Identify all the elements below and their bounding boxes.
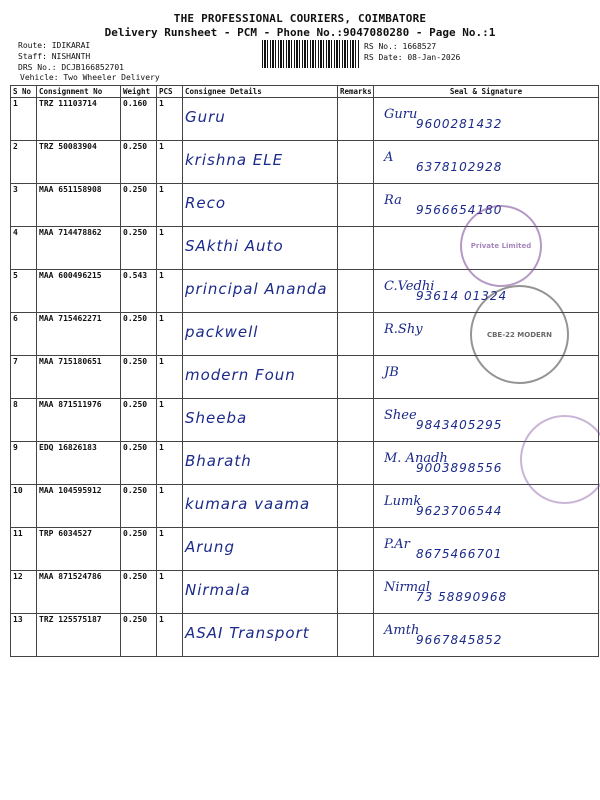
cell-weight: 0.250 xyxy=(121,313,157,356)
runsheet-subtitle: Delivery Runsheet - PCM - Phone No.:9047080280 - Page No.:1 xyxy=(104,26,496,39)
col-sno: S No xyxy=(11,86,37,98)
table-row xyxy=(11,141,599,184)
signature-phone: 6378102928 xyxy=(416,160,503,174)
consignee-handwritten: packwell xyxy=(185,323,259,341)
cell-weight: 0.250 xyxy=(121,485,157,528)
cell-consignment-no: TRP 6034527 xyxy=(37,528,121,571)
signature-phone: 93614 01324 xyxy=(416,289,508,303)
cell-seal-signature xyxy=(374,528,599,571)
consignee-handwritten: SAkthi Auto xyxy=(185,237,284,255)
signature-area xyxy=(376,529,596,569)
table-row xyxy=(11,442,599,485)
signature-area xyxy=(376,142,596,182)
cell-pcs: 1 xyxy=(157,571,183,614)
signature-phone: 9623706544 xyxy=(416,504,503,518)
company-title: THE PROFESSIONAL COURIERS, COIMBATORE xyxy=(173,12,427,25)
cell-consignee-details xyxy=(183,442,338,485)
cell-pcs: 1 xyxy=(157,614,183,657)
cell-consignment-no: TRZ 125575187 xyxy=(37,614,121,657)
col-weight: Weight xyxy=(121,86,157,98)
cell-weight: 0.543 xyxy=(121,270,157,313)
cell-remarks xyxy=(338,356,374,399)
cell-consignee-details xyxy=(183,313,338,356)
seal-stamp-3 xyxy=(520,415,600,504)
col-consignee: Consignee Details xyxy=(183,86,338,98)
seal-stamp-1 xyxy=(460,205,542,287)
meta-right xyxy=(364,41,460,63)
rs-date-label: RS Date: 08-Jan-2026 xyxy=(364,53,461,62)
signature-phone: 9600281432 xyxy=(416,117,503,131)
cell-consignee-details xyxy=(183,270,338,313)
cell-sno: 3 xyxy=(11,184,37,227)
cell-consignee-details xyxy=(183,571,338,614)
signature-phone: 9667845852 xyxy=(416,633,503,647)
consignee-handwritten: modern Foun xyxy=(185,366,296,384)
cell-remarks xyxy=(338,270,374,313)
cell-consignment-no: MAA 715180651 xyxy=(37,356,121,399)
cell-consignment-no: TRZ 50083904 xyxy=(37,141,121,184)
consignee-handwritten: Reco xyxy=(185,194,227,212)
rs-no-label: RS No.: 1668527 xyxy=(364,42,437,51)
signature-mark: Amth xyxy=(384,623,420,638)
cell-weight: 0.160 xyxy=(121,98,157,141)
cell-remarks xyxy=(338,98,374,141)
cell-pcs: 1 xyxy=(157,313,183,356)
cell-sno: 11 xyxy=(11,528,37,571)
table-row xyxy=(11,571,599,614)
cell-pcs: 1 xyxy=(157,141,183,184)
cell-pcs: 1 xyxy=(157,399,183,442)
cell-pcs: 1 xyxy=(157,98,183,141)
cell-remarks xyxy=(338,184,374,227)
cell-consignment-no: MAA 600496215 xyxy=(37,270,121,313)
signature-area xyxy=(376,615,596,655)
drs-label: DRS No.: DCJB166852701 xyxy=(18,63,124,72)
cell-remarks xyxy=(338,571,374,614)
cell-remarks xyxy=(338,442,374,485)
consignee-handwritten: principal Ananda xyxy=(185,280,328,298)
signature-mark: P.Ar xyxy=(384,537,410,552)
cell-weight: 0.250 xyxy=(121,614,157,657)
signature-mark: Nirmal xyxy=(384,580,430,595)
signature-phone: 9566654180 xyxy=(416,203,503,217)
cell-sno: 8 xyxy=(11,399,37,442)
signature-mark: JB xyxy=(384,365,399,380)
table-header-row xyxy=(11,86,599,98)
cell-consignee-details xyxy=(183,184,338,227)
cell-sno: 10 xyxy=(11,485,37,528)
cell-consignee-details xyxy=(183,98,338,141)
cell-consignee-details xyxy=(183,227,338,270)
cell-consignee-details xyxy=(183,485,338,528)
cell-sno: 1 xyxy=(11,98,37,141)
signature-mark: M. Anadh xyxy=(384,451,448,466)
cell-consignee-details xyxy=(183,356,338,399)
cell-sno: 5 xyxy=(11,270,37,313)
signature-area xyxy=(376,99,596,139)
cell-remarks xyxy=(338,528,374,571)
signature-phone: 9003898556 xyxy=(416,461,503,475)
cell-consignment-no: MAA 651158908 xyxy=(37,184,121,227)
table-row xyxy=(11,614,599,657)
cell-pcs: 1 xyxy=(157,442,183,485)
consignee-handwritten: Bharath xyxy=(185,452,252,470)
cell-weight: 0.250 xyxy=(121,571,157,614)
vehicle-label: Vehicle: Two Wheeler Delivery xyxy=(20,73,160,82)
signature-mark: A xyxy=(384,150,394,165)
cell-consignment-no: EDQ 16826183 xyxy=(37,442,121,485)
table-row xyxy=(11,98,599,141)
cell-pcs: 1 xyxy=(157,485,183,528)
seal-stamp-2 xyxy=(470,285,569,384)
cell-remarks xyxy=(338,141,374,184)
cell-consignment-no: MAA 104595912 xyxy=(37,485,121,528)
cell-weight: 0.250 xyxy=(121,184,157,227)
cell-sno: 13 xyxy=(11,614,37,657)
cell-remarks xyxy=(338,227,374,270)
cell-consignment-no: MAA 714478862 xyxy=(37,227,121,270)
cell-pcs: 1 xyxy=(157,270,183,313)
consignee-handwritten: Sheeba xyxy=(185,409,248,427)
cell-weight: 0.250 xyxy=(121,528,157,571)
cell-weight: 0.250 xyxy=(121,442,157,485)
cell-consignment-no: MAA 871524786 xyxy=(37,571,121,614)
cell-remarks xyxy=(338,399,374,442)
cell-weight: 0.250 xyxy=(121,141,157,184)
cell-consignee-details xyxy=(183,528,338,571)
consignee-handwritten: krishna ELE xyxy=(185,151,284,169)
cell-seal-signature xyxy=(374,614,599,657)
cell-sno: 9 xyxy=(11,442,37,485)
signature-mark: Ra xyxy=(384,193,402,208)
signature-mark: R.Shy xyxy=(384,322,423,337)
consignee-handwritten: Arung xyxy=(185,538,235,556)
cell-consignment-no: MAA 871511976 xyxy=(37,399,121,442)
table-row xyxy=(11,485,599,528)
cell-sno: 4 xyxy=(11,227,37,270)
cell-sno: 7 xyxy=(11,356,37,399)
col-seal-signature: Seal & Signature xyxy=(374,86,599,98)
consignee-handwritten: kumara vaama xyxy=(185,495,311,513)
signature-phone: 9843405295 xyxy=(416,418,503,432)
consignee-handwritten: ASAI Transport xyxy=(185,624,310,642)
cell-remarks xyxy=(338,485,374,528)
signature-phone: 73 58890968 xyxy=(416,590,508,604)
col-pcs: PCS xyxy=(157,86,183,98)
cell-consignee-details xyxy=(183,399,338,442)
cell-remarks xyxy=(338,614,374,657)
consignee-handwritten: Nirmala xyxy=(185,581,251,599)
seal-stamp-1-text: Private Limited xyxy=(470,242,532,250)
consignee-handwritten: Guru xyxy=(185,108,226,126)
cell-sno: 6 xyxy=(11,313,37,356)
route-label: Route: IDIKARAI xyxy=(18,41,91,50)
cell-pcs: 1 xyxy=(157,184,183,227)
cell-pcs: 1 xyxy=(157,528,183,571)
col-consignment: Consignment No xyxy=(37,86,121,98)
cell-sno: 2 xyxy=(11,141,37,184)
cell-consignment-no: TRZ 11103714 xyxy=(37,98,121,141)
table-row xyxy=(11,528,599,571)
cell-pcs: 1 xyxy=(157,356,183,399)
cell-consignee-details xyxy=(183,614,338,657)
signature-mark: C.Vedhi xyxy=(384,279,435,294)
cell-seal-signature xyxy=(374,98,599,141)
cell-pcs: 1 xyxy=(157,227,183,270)
cell-seal-signature xyxy=(374,141,599,184)
cell-sno: 12 xyxy=(11,571,37,614)
meta-left xyxy=(18,40,124,73)
cell-weight: 0.250 xyxy=(121,227,157,270)
signature-mark: Guru xyxy=(384,107,418,122)
col-remarks: Remarks xyxy=(338,86,374,98)
signature-phone: 8675466701 xyxy=(416,547,503,561)
cell-consignee-details xyxy=(183,141,338,184)
cell-weight: 0.250 xyxy=(121,356,157,399)
cell-weight: 0.250 xyxy=(121,399,157,442)
table-row xyxy=(11,399,599,442)
signature-mark: Lumk xyxy=(384,494,422,509)
staff-label: Staff: NISHANTH xyxy=(18,52,91,61)
signature-area xyxy=(376,572,596,612)
cell-consignment-no: MAA 715462271 xyxy=(37,313,121,356)
cell-seal-signature xyxy=(374,571,599,614)
signature-mark: Shee xyxy=(384,408,417,423)
cell-remarks xyxy=(338,313,374,356)
seal-stamp-2-text: CBE-22 MODERN xyxy=(486,330,553,339)
barcode xyxy=(262,40,360,68)
